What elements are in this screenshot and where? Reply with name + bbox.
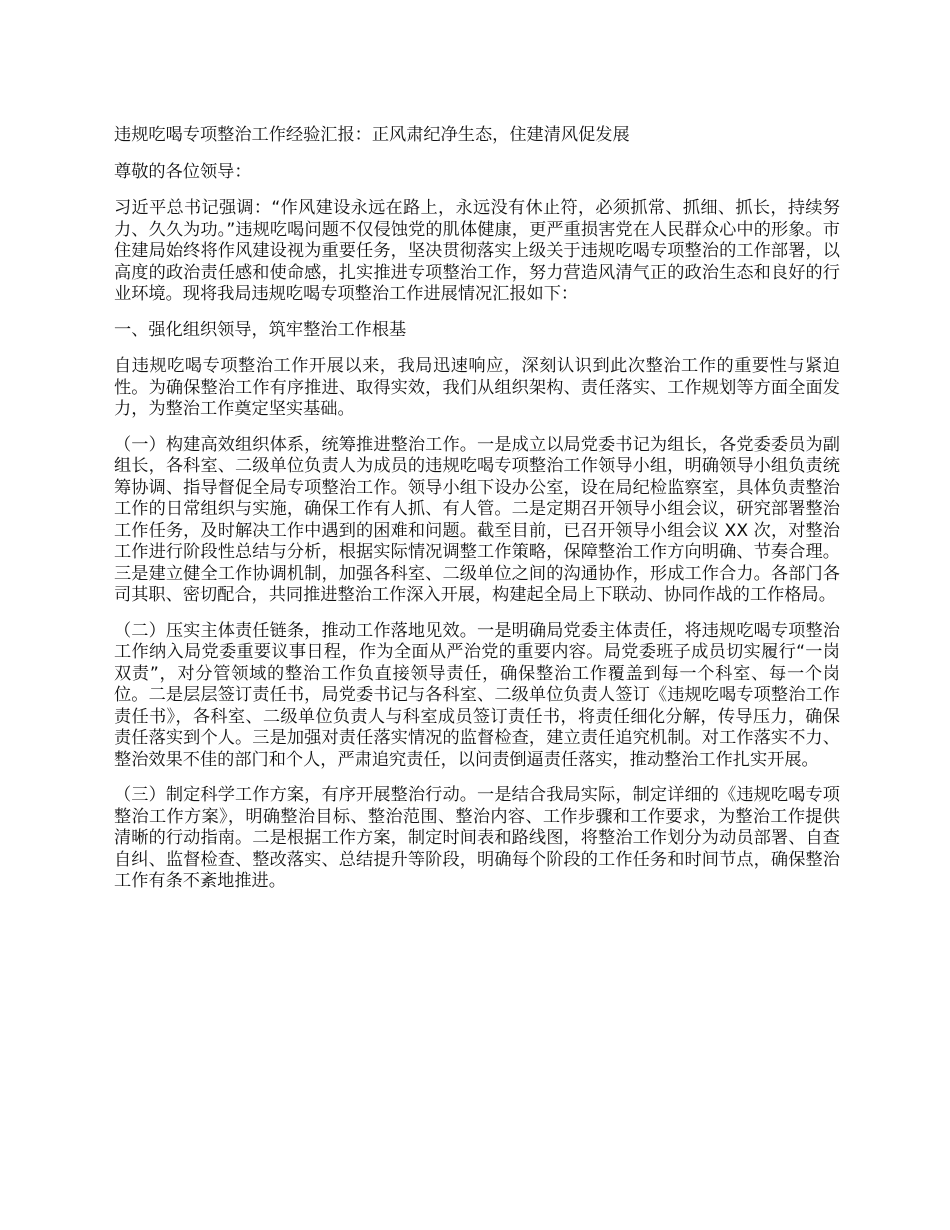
document-title: 违规吃喝专项整治工作经验汇报：正风肃纪净生态，住建清风促发展	[114, 125, 630, 145]
section-1-intro-paragraph: 自违规吃喝专项整治工作开展以来，我局迅速响应，深刻认识到此次整治工作的重要性与紧迫性。为确保整治工作有序推进、取得实效，我们从组织架构、责任落实、工作规划等方面全面发力，为整治工作奠定坚实基础。	[114, 356, 840, 419]
item-3-paragraph: （三）制定科学工作方案，有序开展整治行动。一是结合我局实际，制定详细的《违规吃喝专项整治工作方案》，明确整治目标、整治范围、整治内容、工作步骤和工作要求，为整治工作提供清晰的行动指南。二是根据工作方案，制定时间表和路线图，将整治工作划分为动员部署、自查自纠、监督检查、整改落实、总结提升等阶段，明确每个阶段的工作任务和时间节点，确保整治工作有条不紊地推进。	[114, 785, 840, 891]
document-page	[114, 125, 840, 907]
item-2-paragraph: （二）压实主体责任链条，推动工作落地见效。一是明确局党委主体责任，将违规吃喝专项整治工作纳入局党委重要议事日程，作为全面从严治党的重要内容。局党委班子成员切实履行“一岗双责”，对分管领域的整治工作负直接领导责任，确保整治工作覆盖到每一个科室、每一个岗位。二是层层签订责任书，局党委书记与各科室、二级单位负责人签订《违规吃喝专项整治工作责任书》，各科室、二级单位负责人与科室成员签订责任书，将责任细化分解，传导压力，确保责任落实到个人。三是加强对责任落实情况的监督检查，建立责任追究机制。对工作落实不力、整治效果不佳的部门和个人，严肃追究责任，以问责倒逼责任落实，推动整治工作扎实开展。	[114, 620, 840, 770]
section-heading-1: 一、强化组织领导，筑牢整治工作根基	[114, 319, 407, 340]
salutation: 尊敬的各位领导：	[114, 161, 252, 182]
item-1-paragraph: （一）构建高效组织体系，统筹推进整治工作。一是成立以局党委书记为组长，各党委委员为副组长，各科室、二级单位负责人为成员的违规吃喝专项整治工作领导小组，明确领导小组负责统筹协调、指导督促全局专项整治工作。领导小组下设办公室，设在局纪检监察室，具体负责整治工作的日常组织与实施，确保工作有人抓、有人管。二是定期召开领导小组会议，研究部署整治工作任务，及时解决工作中遇到的困难和问题。截至目前，已召开领导小组会议 XX 次，对整治工作进行阶段性总结与分析，根据实际情况调整工作策略，保障整治工作方向明确、节奏合理。三是建立健全工作协调机制，加强各科室、二级单位之间的沟通协作，形成工作合力。各部门各司其职、密切配合，共同推进整治工作深入开展，构建起全局上下联动、协同作战的工作格局。	[114, 434, 840, 605]
intro-paragraph: 习近平总书记强调：“作风建设永远在路上，永远没有休止符，必须抓常、抓细、抓长，持续努力、久久为功。”违规吃喝问题不仅侵蚀党的肌体健康，更严重损害党在人民群众心中的形象。市住建局始终将作风建设视为重要任务，坚决贯彻落实上级关于违规吃喝专项整治的工作部署，以高度的政治责任感和使命感，扎实推进专项整治工作，努力营造风清气正的政治生态和良好的行业环境。现将我局违规吃喝专项整治工作进展情况汇报如下：	[114, 198, 840, 304]
